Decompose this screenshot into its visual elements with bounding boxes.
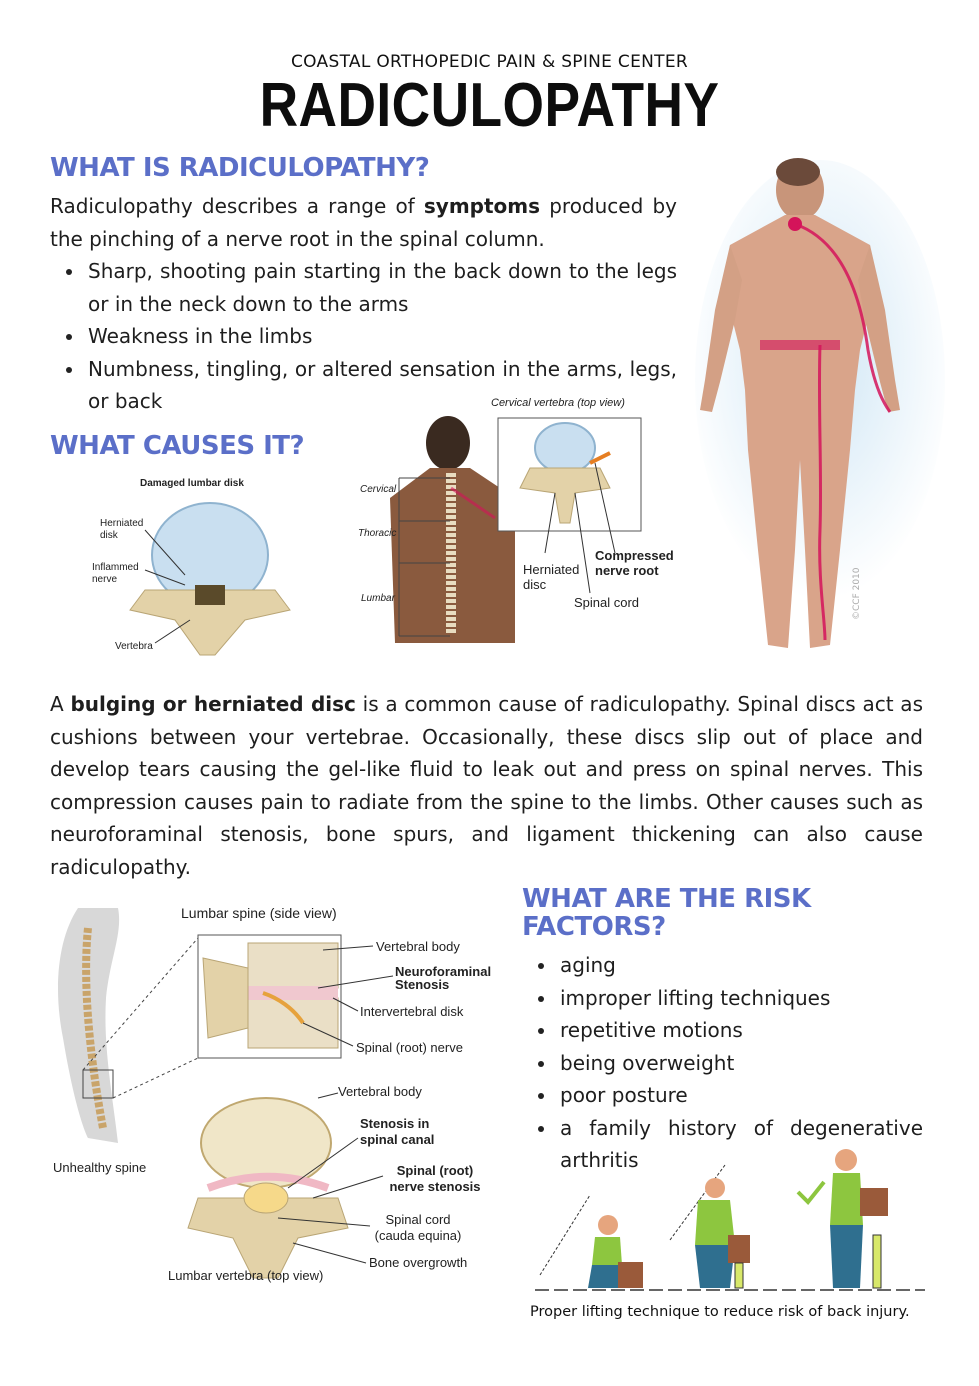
body-nerve-illustration: [690, 150, 950, 675]
top-view-title: Lumbar vertebra (top view): [168, 1268, 324, 1283]
vertebral-body-label: Vertebral body: [376, 939, 460, 954]
spinal-cord-cauda-label: Spinal cord (cauda equina): [374, 1212, 462, 1243]
risk-factor-item: improper lifting techniques: [560, 982, 923, 1015]
compressed-nerve-root-label: Compressed nerve root: [595, 548, 674, 578]
top-vertebral-body-label: Vertebral body: [338, 1084, 422, 1099]
causes-bold-term: bulging or herniated disc: [70, 692, 356, 716]
side-view-title: Lumbar spine (side view): [181, 905, 337, 921]
herniated-disk-label: Herniated disk: [100, 518, 144, 541]
causes-paragraph: [50, 688, 923, 883]
what-causes-heading: WHAT CAUSES IT?: [50, 431, 305, 461]
intervertebral-disk-label: Intervertebral disk: [360, 1004, 464, 1019]
thoracic-region-label: Thoracic: [358, 528, 397, 539]
risk-factor-item: poor posture: [560, 1079, 923, 1112]
spinal-cord-label: Spinal cord: [574, 595, 640, 610]
risk-factor-item: a family history of degenerative arthritis: [560, 1112, 923, 1177]
vertebra-label: Vertebra: [115, 641, 153, 652]
cervical-vertebra-figure: [355, 393, 685, 663]
symptom-item: Sharp, shooting pain starting in the back down to the legs or in the neck down to the arms: [88, 255, 677, 320]
what-is-heading: WHAT IS RADICULOPATHY?: [50, 153, 430, 183]
lumbar-region-label: Lumbar: [361, 593, 395, 604]
unhealthy-spine-label: Unhealthy spine: [53, 1160, 147, 1175]
intro-text-end: produced by the pinching of a nerve root in the spinal column.: [50, 194, 677, 251]
spinal-root-nerve-label: Spinal (root) nerve: [356, 1040, 463, 1055]
page-title: RADICULOPATHY: [259, 71, 720, 140]
symptom-item: Weakness in the limbs: [88, 320, 677, 353]
lifting-technique-illustration: [530, 1140, 930, 1300]
damaged-lumbar-disk-figure: [85, 470, 330, 660]
intro-text-start: Radiculopathy describes a range of: [50, 194, 424, 218]
causes-text-rest: is a common cause of radiculopathy. Spinal discs act as cushions between your vertebrae. Occasionally, these discs slip out of place and develop tears causing the gel-like fluid to leak out and press on spinal nerves. This compression causes pain to radiate from the spine to the limbs. Other causes such as neuroforaminal stenosis, bone spurs, and ligament thickening can also cause radiculopathy.: [50, 692, 923, 879]
lumbar-disk-figure-title: Damaged lumbar disk: [140, 478, 244, 489]
lumbar-spine-figure: [48, 898, 523, 1293]
causes-text-start: A: [50, 692, 71, 716]
risk-factors-heading: WHAT ARE THE RISK FACTORS?: [522, 884, 811, 942]
copyright-mark: ©CCF 2010: [852, 567, 862, 620]
lifting-caption: Proper lifting technique to reduce risk of back injury.: [530, 1304, 910, 1320]
root-nerve-stenosis-label: Spinal (root) nerve stenosis: [389, 1163, 481, 1194]
cervical-region-label: Cervical: [360, 484, 397, 495]
symptom-item: Numbness, tingling, or altered sensation in the arms, legs, or back: [88, 353, 677, 418]
risk-factor-item: repetitive motions: [560, 1014, 923, 1047]
bone-overgrowth-label: Bone overgrowth: [369, 1255, 468, 1270]
stenosis-spinal-canal-label: Stenosis in spinal canal: [360, 1116, 435, 1147]
intro-bold-term: symptoms: [423, 194, 541, 218]
what-is-intro: [50, 190, 677, 255]
inflammed-nerve-label: Inflammed nerve: [92, 562, 139, 585]
risk-factor-item: aging: [560, 949, 923, 982]
organization-name: COASTAL ORTHOPEDIC PAIN & SPINE CENTER: [291, 52, 688, 72]
herniated-disc-label: Herniated disc: [523, 562, 580, 592]
cervical-figure-title: Cervical vertebra (top view): [491, 397, 625, 409]
neuroforaminal-stenosis-label: Neuroforaminal Stenosis: [395, 964, 492, 992]
risk-factor-item: being overweight: [560, 1047, 923, 1080]
